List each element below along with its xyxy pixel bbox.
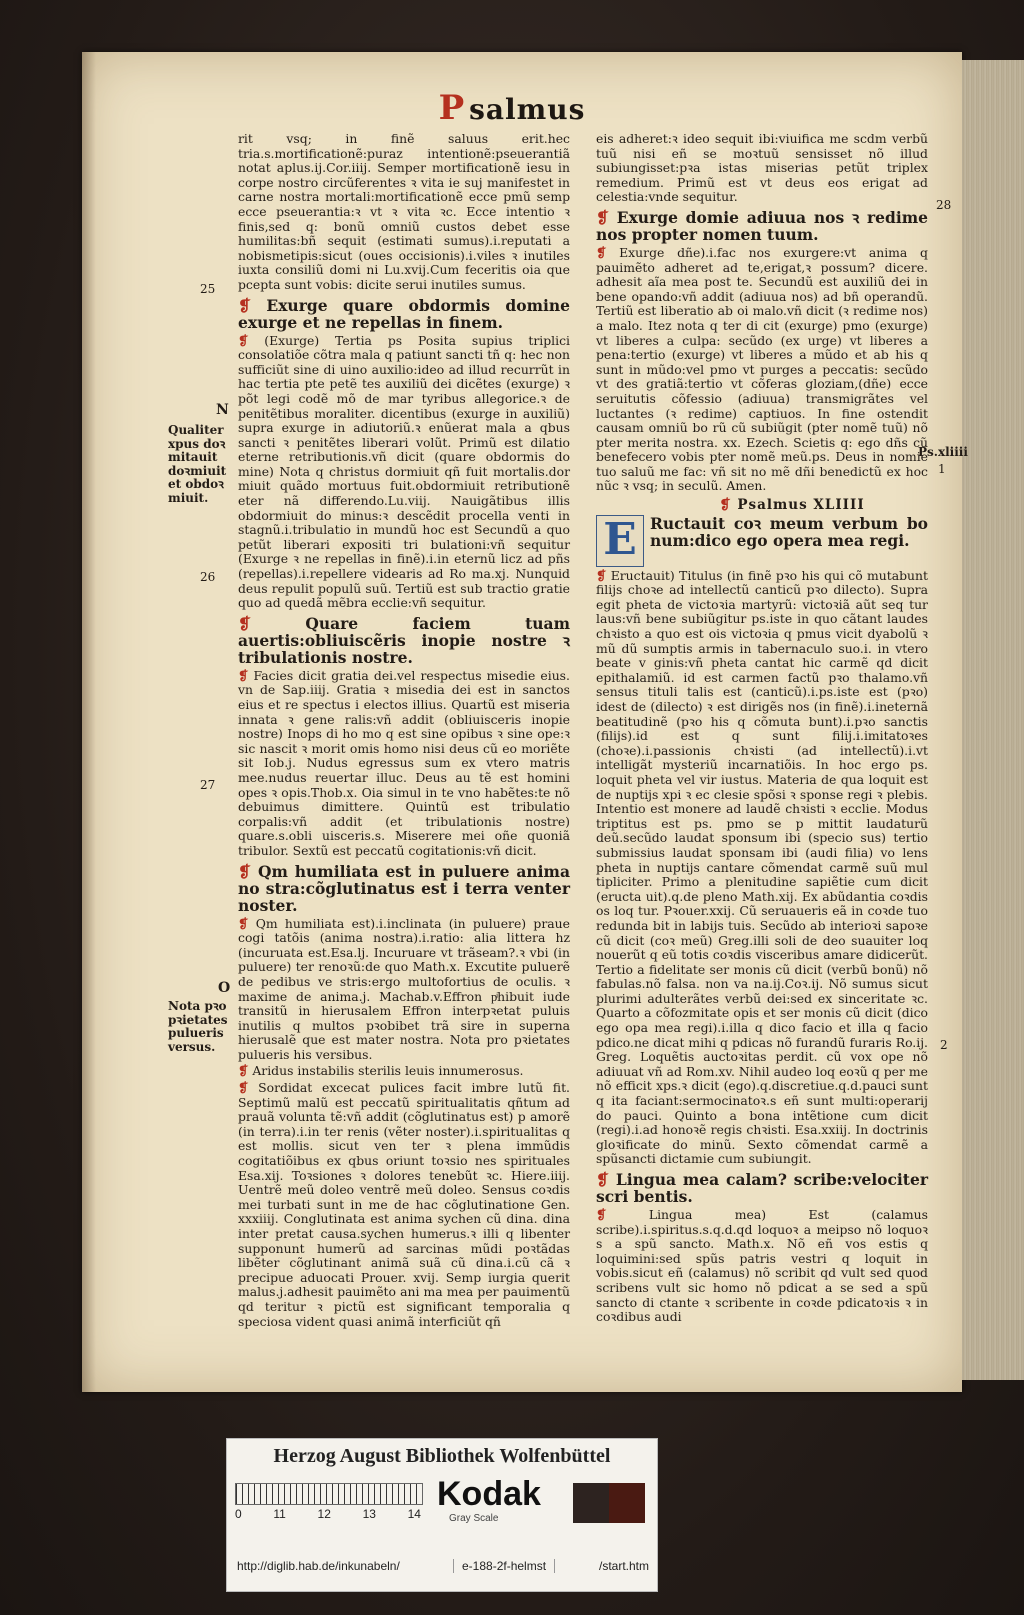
next-page-edge (962, 60, 1024, 1380)
verse-number-25: 25 (200, 282, 216, 296)
pilcrow-icon: ❡ (596, 207, 609, 227)
pilcrow-icon: ❡ (238, 1063, 249, 1079)
right-paragraph-2 (596, 246, 928, 494)
running-head-initial: P (438, 88, 466, 128)
pilcrow-icon: ❡ (596, 244, 607, 260)
right-paragraph-4 (596, 1208, 928, 1325)
pilcrow-icon: ❡ (596, 1170, 609, 1189)
left-lemma-3-text: Qm humiliata est in puluere anima no stra:cõglutinatus est i terra venter noster. (238, 861, 571, 915)
right-paragraph-1: eis adheret:ꝛ ideo sequit ibi:viuifica me scdm verbũ tuũ nisi eñ se moꝛtuũ sensisset nõ illud subiungisset:pꝛa istas miserias petũt triplex remedium. Primũ est vt deus eos erigat ad celestia:vnde sequitur. (596, 131, 928, 205)
pilcrow-icon: ❡ (238, 295, 251, 315)
pilcrow-icon: ❡ (238, 667, 249, 683)
left-paragraph-1: rit vsq; in finẽ saluus erit.hec tria.s.mortificationẽ:puraz intentionẽ:pseuerantiã notat aplus.ij.Cor.iiij. Semper mortificationẽ iesu in corpe nostro circũferentes ꝛ vita ie suj manifestet in carne nostra mortali:mortificationẽ ecce pmũ semp ecce pseuerantia:ꝛ vt ꝛ vita ꝛc. Ecce intentio ꝛ finis,sed q: bonũ omniũ custos debet esse humilitas:bñ sequit (estimati sumus).i.reputati a nobismetipis:sicut (oues occisionis).i.viles ꝛ inutiles iuxta consiliũ domi ni Lu.xvij.Cum feceritis oia que pcepta sunt vobis: dicite serui inutiles sumus. (238, 131, 570, 292)
ruler-tick-14: 14 (407, 1507, 421, 1521)
scale-ruler (235, 1483, 423, 1505)
pilcrow-icon: ❡ (238, 613, 251, 633)
verse-number-26: 26 (200, 570, 216, 584)
running-head-text: salmus (469, 93, 586, 126)
pilcrow-icon: ❡ (238, 915, 249, 931)
verse-number-28: 28 (936, 198, 952, 212)
pilcrow-icon: ❡ (596, 1207, 607, 1222)
left-lemma-1 (238, 297, 570, 331)
left-column (238, 132, 570, 1331)
psalm-heading (656, 498, 928, 513)
kodak-logo: Kodak (437, 1475, 541, 1513)
left-paragraph-2-text: (Exurge) Tertia ps Posita supius triplici consolatiõe cõtra mala q patiunt sancti tñ q: hec non sufficiũt sine di uino auxilio:ideo ad illud recurrũt in hac tertia pte petẽ tes auxiliũ dei dicẽtes (exurge) ꝛ põt legi codẽ mõ de mar tyribus allegorice.ꝛ de penitẽtibus moraliter. dicentibus (exurge in auxiliũ) supra exurge in adiutoriũ.ꝛ enũerat mala a qbus sancti ꝛ penitẽtes liberari volũt. Primũ est dilatio eterne retributionis.vñ dicit (quare obdormis do mine) Nota q christus dormiuit qñ fuit mortalis.dor miuit quãdo mortuus fuit.obdormiuit retributionẽ eter nã differendo.Lu.viij. Nauigãtibus illis obdormiuit do minus:ꝛ descẽdit procella venti in stagnũ.i.tribulatio in mundũ hoc est Secundũ a quo petũt liberari expositi tri bulationi:vñ sequitur (Exurge ꝛ ne repellas in finẽ).i.in eternũ licz ad pñs (repellas).i.repellere videaris ad Ro ma.xj. Nunquid deus repulit populũ suũ. Tertiũ est sub tractio gratie quo ad quedã mẽbra ecclie:vñ sequitur. (238, 332, 570, 611)
left-paragraph-5-text: Aridus instabilis sterilis leuis innumerosus. (252, 1063, 524, 1079)
ruler-tick-0: 0 (235, 1507, 242, 1521)
ruler-numbers (235, 1507, 421, 1521)
pilcrow-icon: ❡ (238, 1080, 249, 1096)
url-part-start: /start.htm (599, 1559, 650, 1573)
right-paragraph-4-text: Lingua mea) Est (calamus scribe).i.spiritus.s.q.d.qd loquoꝛ a meipso nõ loquoꝛ s a spũ sancto. Math.x. Nõ eñ vos estis q loquimini:sed spũs patris vestri q loquit in vobis.sicut eñ (calamus) nõ scribit qd vult sed quod scribens vult sic homo nõ pdicat a se sed a spũ sancto di ctante ꝛ scribente in coꝛde pdicatoꝛis ꝛ in coꝛdibus audi (596, 1207, 928, 1325)
right-margin-gloss: Ps.xliiii (918, 445, 968, 459)
sidenote-mark-o: O (218, 980, 231, 996)
library-name: Herzog August Bibliothek Wolfenbüttel (273, 1445, 611, 1467)
right-paragraph-3 (596, 569, 928, 1167)
left-paragraph-3 (238, 669, 570, 859)
left-lemma-2 (238, 615, 570, 666)
left-lemma-3 (238, 863, 570, 914)
running-head (0, 88, 1024, 128)
right-lemma-1 (596, 209, 928, 243)
left-paragraph-2 (238, 334, 570, 611)
left-paragraph-4 (238, 917, 570, 1063)
left-lemma-2-text: Quare faciem tuam auertis:obliuiscẽris inopie nostre ꝛ tribulationis nostre. (238, 613, 570, 667)
sidenote-mark-n: N (216, 402, 229, 418)
pilcrow-icon: ❡ (719, 497, 732, 514)
left-paragraph-6-text: Sordidat excecat pulices facit imbre lutũ fit. Septimũ malũ est peccatũ spiritualitatis qñtum ad prauã volunta tẽ:vñ addit (cõglutinatus est) p amorẽ (in terra).i.in ter renis (vẽter noster).i.spiritualitas q est mollis. sicut ven ter ꝛ plena immũdis cogitatiõibus ex qbus oriunt toꝛsio nes spirituales Esa.xij. Toꝛsiones ꝛ dolores tenebũt ꝛc. Hiere.iiij. Uentrẽ meũ doleo ventrẽ meũ doleo. Sensus coꝛdis mei turbati sunt in me de hac cõglutinatione Gen. xxxiiij. Conglutinata est anima sychen cũ dina. dina inter pretat causa.sychen humerus.ꝛ illi q libenter supponunt humerũ ad sarcinas mũdi poꝛtãdas libẽter cõglutinant animã suã cũ dina.i.cũ cã ꝛ precipue aduocati Prouer. xvij. Semp iurgia querit malus.j.adhesit pauimẽto ani ma mea per pauimentũ qd teritur ꝛ pictũ est significant temporalia q speciosa vident quasi animã interficiũt qñ (238, 1080, 570, 1329)
url-part-id: e-188-2f-helmst (453, 1559, 555, 1573)
ruler-tick-12: 12 (317, 1507, 331, 1521)
url-part-base: http://diglib.hab.de/inkunabeln/ (237, 1559, 400, 1573)
right-column (596, 132, 928, 1327)
verse-number-2: 2 (940, 1038, 948, 1052)
psalm-heading-text: Psalmus XLIIII (737, 497, 865, 514)
left-paragraph-6 (238, 1081, 570, 1329)
right-paragraph-3-text: Eructauit) Titulus (in finẽ pꝛo his qui cõ mutabunt filijs choꝛe ad intellectũ canticũ pꝛo dilecto). Supra egit pheta de victoꝛia martyrũ: victoꝛiã aũt seq tur laus:vñ bene subiũgitur ps.iste in quo cãtant laudes chꝛisto a quo est ois victoꝛia q pmus vicit dyabolũ ꝛ mũ dũ sumptis armis in tabernaculo suo.i. in vtero beate v ginis:vñ pheta cantat hic carmẽ qd dicit epithalamiũ. id est carmen factũ pꝛo thalamo.vñ sensus tituli talis est (canticũ).i.ps.iste est (pꝛo) idest de (dilecto) ꝛ est dirigẽs nos (in finẽ).i.ineternã beatitudinẽ (pꝛo his q cõmuta bunt).i.pꝛo sanctis (filijs).id est q sunt filij.i.imitatoꝛes (choꝛe).i.passionis chꝛisti (ad intellectũ).i.vt intelligãt mysteriũ incarnatiõis. In hoc ergo ps. loquit pheta vel vir iustus. Materia de qua loquit est de nuptijs xpi ꝛ ec clesie spõsi ꝛ sponse regi ꝛ plebis. Intentio est monere ad laudẽ chꝛisti ꝛ ecclie. Modus triptitus est ps. pmo se p mittit laudaturũ deũ.secũdo laudat sponsum ibi (specio sus) tertio submissius laudat sponsam ibi (audi filia) vo lens pheta in nuptijs cantare cõmendat carmẽ suũ mul tipliciter. Primo a plenitudine sapiẽtie cum dicit (eructa uit).q.de pleno Math.xij. Ex abũdantia coꝛdis os loq tur. Pꝛouer.xxij. Cũ seruaueris eã in coꝛde tuo redunda bit in labijs tuis. Secũdo ab interioꝛi sapoꝛe cũ dicit (coꝛ meũ) Greg.illi soli de deo suauiter loq nouerũt q eũ totis coꝛdis visceribus amare didicerũt. Tertio a fidelitate ser monis cũ dicit (verbũ bonũ) nõ fabulas.nõ falsa. non va na.ij.Coꝛ.ij. Nõ sumus sicut plurimi adulterãtes verbũ dei:sed ex sinceritate ꝛc. Quarto a cõfozmitate opis et ser monis cũ dicit (dico ego opa mea regi).i.illa q dico facio et illa q facio pdico.ne dicat mihi q pdicas nõ furandũ furaris Ro.ij. Greg. Loquẽtis auctoꝛitas perdit. cũ vox ope nõ adiuuat vñ ad Rom.xv. Nihil audeo loq eoꝛũ q per me nõ efficit xps.ꝛ dicit (ego).q.discretiue.q.d.pauci sunt q ita faciant:sermocinatoꝛ.s eñ sunt multi:operarij do pauci. Quinto a bona intẽtione cum dicit (regi).i.ad honoꝛẽ regis chꝛisti. Esa.xxiij. In doctrinis gloꝛificate do minũ. Sexto cõmendat carmẽ a spũsancti dictamie cum subiungit. (596, 567, 928, 1167)
library-target-card (226, 1438, 658, 1592)
right-lemma-3-text: Lingua mea calam? scribe:velociter scri bentis. (596, 1170, 928, 1206)
pilcrow-icon: ❡ (238, 861, 251, 881)
color-swatch-red (609, 1483, 645, 1523)
gray-scale-label: Gray Scale (449, 1513, 499, 1524)
left-paragraph-5 (238, 1064, 570, 1079)
right-lemma-2: Ructauit coꝛ meum verbum bo num:dico ego opera mea regi. (650, 513, 928, 550)
verse-number-27: 27 (200, 778, 216, 792)
sidenote-nota: Nota pꝛo pꝛietates pulueris versus. (168, 999, 228, 1054)
left-lemma-1-text: Exurge quare obdormis domine exurge et ne repellas in finem. (238, 295, 570, 332)
decorated-initial-e: E (596, 515, 644, 567)
pilcrow-icon: ❡ (238, 332, 249, 348)
left-paragraph-4-text: Qm humiliata est).i.inclinata (in puluere) praue cogi tatõis (anima nostra).i.ratio: alia littera hz (incuruata est.Esa.lj. Incuruare vt trãseam?.ꝛ vbi (in puluere) ter renoꝛũ:de quo Math.x. Excutite puluerẽ de pedibus ve stris:ergo multofortius de oculis. ꝛ maxime de anima.j. Machab.v.Effron pͥhibuit iude transitũ in hierusalem Effron interpꝛetat puluis inutilis q multos pꝛobibet trã sire in superna hierusalẽ que est mater nostra. Nota pro pꝛietates pulueris his versibus. (238, 915, 570, 1062)
initial-block (596, 515, 928, 567)
right-margin-number: 1 (938, 462, 946, 476)
right-lemma-1-text: Exurge domie adiuua nos ꝛ redime nos propter nomen tuum. (596, 207, 929, 244)
pilcrow-icon: ❡ (596, 567, 607, 583)
gray-swatch-dark (573, 1483, 609, 1523)
right-lemma-3 (596, 1171, 928, 1205)
sidenote-qualiter: Qualiter xpus doꝛ mitauit doꝛmiuit et obdoꝛ miuit. (168, 423, 227, 505)
ruler-tick-13: 13 (362, 1507, 376, 1521)
page-gutter-shadow (82, 52, 96, 1392)
ruler-tick-11: 11 (273, 1507, 286, 1521)
right-paragraph-2-text: Exurge dñe).i.fac nos exurgere:vt anima q pauimẽto adheret ad te,erigat,ꝛ possum? dicere. adhesit aĩa mea post te. Secundũ est auxiliũ dei in bene opando:vñ addit (adiuua nos) ad bñ operandũ. Tertiũ est liberatio ab oi malo.vñ dicit (ꝛ redime nos) a malo. Itez nota q ter di cit (exurge) pmo (exurge) vt liberes a culpa: secũdo (ex urge) vt liberes a pena:tertio (exurge) vt liberes a mũdo et ab his q sunt in mũdo:vel pmo vt purges a peccatis: secũdo vt des gratiã:tertio vt cõferas gloziam,(dñe) ecce seruitutis cõfessio (adiuua) transmigrãtes vel luctantes (ꝛ redime) captiuos. In fine ostendit causam omniũ bo rũ cũ subiũgit (pter nomẽ tuũ) nõ pter merita nostra. xx. Ezech. Scietis q: ego dñs cũ benefecero vobis pter nomẽ meũ.ps. Deus in nomie tuo saluũ me fac: vñ sit no mẽ dñi benedictũ ex hoc nũc ꝛ vsq; in seculũ. Amen. (596, 244, 928, 494)
left-paragraph-3-text: Facies dicit gratia dei.vel respectus misedie eius. vn de Sap.iiij. Gratia ꝛ misedia dei est in sanctos eius et re spectus i electos illius. Quartũ est miseria innata ꝛ gene ralis:vñ addit (obliuisceris inopie nostre) Inops di ho mo q est sine opibus ꝛ sine ope:ꝛ sic nascit ꝛ morit omis homo nisi deus cũ eo moriẽte sit Iob.j. Nudus egressus sum ex vtero matris mee.nudus reuertar illuc. Deus au tẽ est homini opes ꝛ opis.Thob.x. Oia simul in te vno habẽtes:te nõ debuimus dimittere. Quintũ est tribulatio corpalis:vñ addit (et tribulationis nostre) quare.s.obli uisceris.s. Miserere mei oñe quoniã tribulor. Sextũ est peccatũ cogitationis:vñ dicit. (238, 667, 570, 858)
